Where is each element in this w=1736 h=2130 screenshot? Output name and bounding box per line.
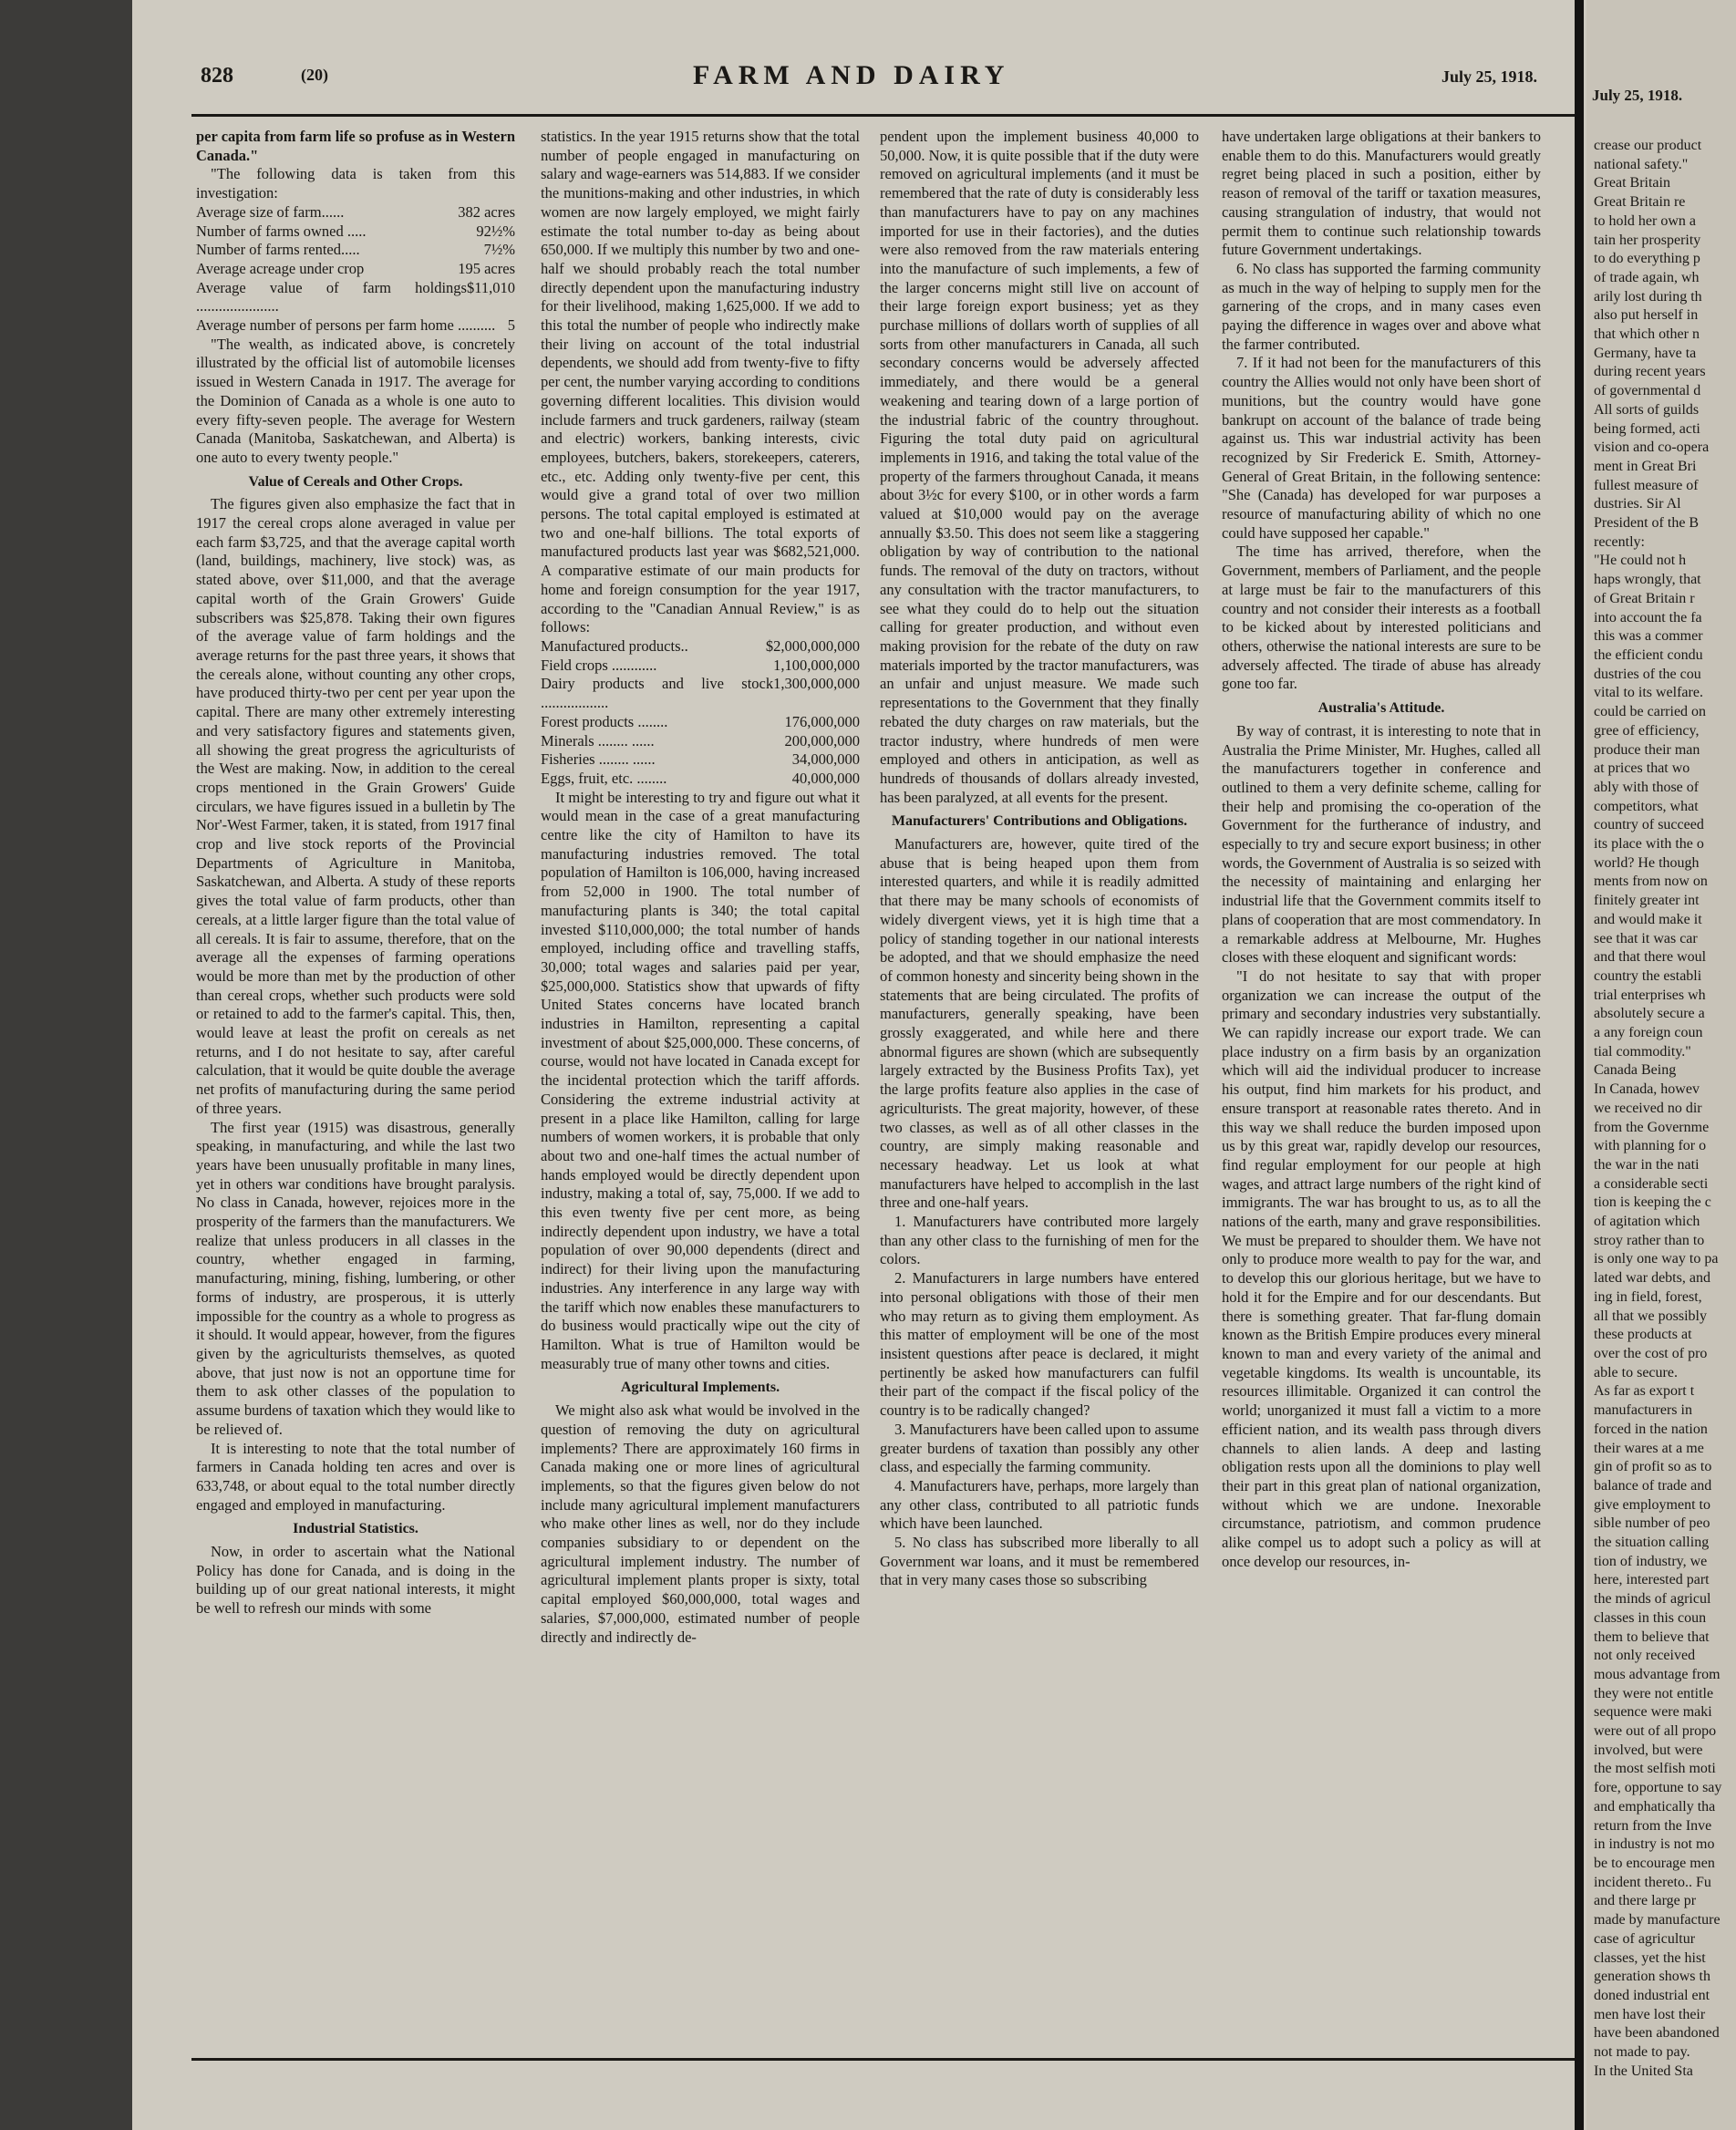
article-column-1 [196, 128, 515, 2052]
numbered-item: 3. Manufacturers have been called upon to assume greater burdens of taxation than possibly any other class, and especially the farming community. [880, 1420, 1199, 1476]
next-page-line: here, interested part [1594, 1572, 1710, 1588]
next-page-line: with planning for o [1594, 1138, 1707, 1154]
binding-gutter [1575, 0, 1584, 2130]
next-page-line: As far as export t [1594, 1383, 1695, 1400]
next-page-line: of trade again, wh [1594, 269, 1700, 285]
next-page-line: their wares at a me [1594, 1440, 1704, 1456]
next-page-text [1594, 137, 1736, 2081]
paragraph: The first year (1915) was disastrous, generally speaking, in manufacturing, and while the last two years have been unusually profitable in many lines, yet in others war conditions have brought paralysis. No class in Canada, however, rejoices more in the prosperity of the farmers than the manufacturers. We realize that unless producers in all classes in the country, whether engaged in farming, manufacturing, mining, fishing, lumbering, or other forms of industry, are prosperous, it is utterly impossible for the country as a whole to progress as it should. It would appear, however, from the figures given by the agriculturists themselves, as quoted above, that just now is not an opportune time for them to ask other classes of the population to assume burdens of taxation which they would like to be relieved of. [196, 1118, 515, 1438]
product-row [541, 657, 860, 676]
numbered-item: 5. No class has subscribed more liberally to all Government war loans, and it must be remembered that in very many cases those so subscribing [880, 1534, 1199, 1589]
paragraph: It is interesting to note that the total number of farmers in Canada holding ten acres and over is 633,748, or about equal to the total number directly engaged and employed in manufacturing. [196, 1439, 515, 1514]
paragraph: Now, in order to ascertain what the National Policy has done for Canada, and is doing in the building up of our great national interests, it might be well to refresh our minds with some [196, 1543, 515, 1618]
page-number: 828 [201, 64, 233, 88]
stat-value: $11,010 [466, 278, 515, 296]
next-page-line: fullest measure of [1594, 477, 1699, 493]
publication-title: FARM AND DAIRY [693, 60, 1010, 90]
next-page-line: trial enterprises wh [1594, 987, 1706, 1003]
paragraph: "I do not hesitate to say that with proper organization we can increase the output of the primary and secondary industries very substantially. We can rapidly increase our export trade. We can place industry on a firm basis by an organization which will aid the individual producer to increase his output, find him markets for his product, and ensure transport at reasonable rates thereto. And in this way we shall reduce the burden imposed upon us by this great war, rapidly develop our resources, find regular employment for our people at high wages, and attract large numbers of the right kind of immigrants. The war has brought to us, as to all the nations of the earth, many and grave responsibilities. We must be prepared to shoulder them. We have not only to produce more wealth to pay for the war, and to develop this our glorious heritage, but we have to hold it for the Empire and for our descendants. But there is something greater. That far-flung domain known as the British Empire produces every mineral known to man and every variety of the animal and vegetable kingdoms. Its wealth is uncountable, its resources illimitable. Organized it can control the world; unorganized it must fall a victim to a more efficient nation, and its wealth pass through divers channels to alien lands. A deep and lasting obligation rests upon all the dominions to play well their part in this great plan of national organization, without which we are undone. Inexorable circumstance, patriotism, and common prudence alike compel us to adopt such a policy as will at once develop our resources, in- [1222, 967, 1541, 1570]
newspaper-page [132, 0, 1586, 2130]
product-value: 200,000,000 [784, 731, 860, 750]
next-page-line: the minds of agricul [1594, 1591, 1711, 1608]
next-page-line: that which other n [1594, 326, 1700, 343]
stat-value: 92½% [476, 222, 515, 240]
article-column-3 [880, 128, 1199, 2052]
section-heading: Agricultural Implements. [620, 1380, 780, 1396]
stat-value: 382 acres [458, 202, 515, 221]
paragraph: "The following data is taken from this investigation: [196, 165, 515, 202]
paragraph: It might be interesting to try and figure out what it would mean in the case of a great manufacturing centre like the city of Hamilton to have its manufacturing industries removed. The total population of Hamilton is 106,000, having increased from 52,000 in 1900. The total number of manufacturing plants is 340; the total capital invested $110,000,000; the total number of hands employed, including office and travelling staffs, 30,000; total wages and salaries paid per year, $25,000,000. Statistics show that upwards of fifty United States concerns have located branch industries in Hamilton, representing a capital investment of about $25,000,000. These concerns, of course, would not have located in Canada except for the incidental protection which the tariff affords. Considering the extreme industrial activity at present in a place like Hamilton, calling for large numbers of women workers, it is probable that only about two and one-half times the actual number of hands employed would be directly dependent upon industry, making a total of, say, 75,000. If we add to this even twenty five per cent more, as being indirectly dependent upon industry, we have a total population of over 90,000 dependents (direct and indirect) for their living upon the manufacturing industries. Any interference in any large way with the tariff which now enables these manufacturers to do business would practically wipe out the city of Hamilton. What is true of Hamilton would be measurably true of many other towns and cities. [541, 788, 860, 1372]
paragraph: By way of contrast, it is interesting to note that in Australia the Prime Minister, Mr. Hughes, called all the manufacturers together in conference and outlined to them a very definite scheme, calling for their help and promising the co-operation of the Government for the furtherance of industry, and especially to try and secure export business; in other words, the Government of Australia is so seized with the necessity of maintaining and enlarging her industrial life that the Government commits itself to plans of cooperation that are most commendatory. In a remarkable address at Melbourne, Mr. Hughes closes with these eloquent and significant words: [1222, 721, 1541, 967]
product-label: Manufactured products.. [541, 636, 688, 655]
paragraph: per capita from farm life so profuse as in Western Canada." [196, 128, 515, 164]
product-row [541, 675, 860, 712]
next-page-line: haps wrongly, that [1594, 572, 1701, 588]
next-page-line: tion of industry, we [1594, 1553, 1708, 1569]
paragraph: We might also ask what would be involved in the question of removing the duty on agricultural implements? There are approximately 160 firms in Canada making one or more lines of agricultural implements, so that the figures given below do not include many agricultural implement manufacturers who make other lines as well, nor do they include companies subsidiary to or dependent on the agricultural implement industry. The number of agricultural implement plants proper is sixty, total capital employed $60,000,000, total wages and salaries, $7,000,000, estimated number of people directly and indirectly de- [541, 1401, 860, 1646]
next-page-line: Canada Being [1594, 1062, 1677, 1079]
next-page-line: of Great Britain r [1594, 590, 1695, 606]
next-page-line: give employment to [1594, 1496, 1710, 1513]
next-page-line: these products at [1594, 1327, 1692, 1343]
product-value: 1,300,000,000 [773, 675, 860, 693]
paragraph: statistics. In the year 1915 returns show that the total number of people engaged in manufacturing on salary and wage-earners was 514,883. If we consider the munitions-making and other industries, in which women are now largely employed, we might fairly estimate the total number to-day as being about 650,000. If we multiply this number by two and one-half we should probably reach the total number directly dependent upon the manufacturing industry for their livelihood, making 1,625,000. If we add to this total the number of people who indirectly make their living on account of the total industrial dependents, we should add from twenty-five to fifty per cent, the number varying according to conditions governing different localities. This division would include farmers and truck gardeners, railway (steam and electric) workers, banking interests, civic employees, butchers, bakers, storekeepers, caterers, etc., etc. Adding only twenty-five per cent, this would give a grand total of over two million persons. The total capital employed is estimated at two and one-half billions. The total exports of manufactured products last year was $682,521,000. A comparative estimate of our main products for home and foreign consumption for the year 1917, according to the "Canadian Annual Review," is as follows: [541, 128, 860, 636]
next-page-line: world? He though [1594, 854, 1700, 871]
article-column-4 [1222, 128, 1541, 2052]
stat-value: 7½% [483, 241, 515, 259]
stat-label: Average acreage under crop [196, 259, 365, 277]
next-page-line: being formed, acti [1594, 420, 1700, 437]
next-page-line: vision and co-opera [1594, 439, 1710, 456]
section-heading: Industrial Statistics. [293, 1521, 418, 1537]
next-page-line: a any foreign coun [1594, 1025, 1703, 1041]
next-page-line: into account the fa [1594, 609, 1702, 626]
next-page-line: Great Britain [1594, 175, 1670, 191]
stat-label: Average number of persons per farm home .......... [196, 316, 496, 335]
next-page-line: the most selfish moti [1594, 1761, 1716, 1777]
next-page-line: In Canada, howev [1594, 1081, 1700, 1098]
next-page-line: at prices that wo [1594, 760, 1690, 777]
paragraph: "The wealth, as indicated above, is concretely illustrated by the official list of automobile licenses issued in Western Canada in 1917. The average for the Dominion of Canada as a whole is one auto to every fifty-seven people. The average for Western Canada (Manitoba, Saskatchewan, and Alberta) is one auto to every twenty people." [196, 335, 515, 466]
next-page-line: the war in the nati [1594, 1156, 1700, 1173]
next-page-line: crease our product [1594, 138, 1702, 153]
next-page-line: and there large pr [1594, 1893, 1697, 1909]
product-value: 1,100,000,000 [773, 656, 860, 674]
next-page-line: Germany, have ta [1594, 345, 1697, 361]
next-page-line: be to encourage men [1594, 1855, 1715, 1871]
next-page-line: have been abandoned [1594, 2025, 1720, 2042]
next-page-line: not made to pay. [1594, 2044, 1690, 2061]
next-page-line: were out of all propo [1594, 1723, 1717, 1740]
next-page-line: a considerable secti [1594, 1175, 1709, 1192]
product-value: 176,000,000 [784, 712, 860, 730]
next-page-line: mous advantage from [1594, 1666, 1720, 1682]
stat-label: Average size of farm...... [196, 202, 345, 221]
stat-row [196, 241, 515, 260]
page-code: (20) [301, 66, 328, 84]
paragraph: Manufacturers are, however, quite tired of the abuse that is being heaped upon them from interested quarters, and while it is readily admitted that there may be many schools of economists of widely divergent views, yet it is high time that a policy of standing together in our national interests be adopted, and that we should emphasize the need of common honesty and sincerity being shown in the statements that are being circulated. The profits of manufacturers, generally speaking, have been grossly exaggerated, and while here and there abnormal figures are shown (which are subsequently largely extracted by the Business Profits Tax), yet the large profits feature also applies in the case of agriculturists. The great majority, however, of these two classes, as well as of all other classes in the country, are simply making reasonable and necessary headway. Let us look at what manufacturers have helped to accomplish in the last three and one-half years. [880, 835, 1199, 1212]
product-value: 40,000,000 [791, 769, 860, 787]
next-page-line: arily lost during th [1594, 288, 1702, 305]
product-row [541, 770, 860, 789]
product-row [541, 732, 860, 751]
next-page-line: we received no dir [1594, 1100, 1702, 1116]
section-heading: Manufacturers' Contributions and Obligations. [891, 813, 1188, 830]
next-page-line: All sorts of guilds [1594, 401, 1700, 418]
article-column-2 [541, 128, 860, 2052]
next-page-line: the efficient condu [1594, 646, 1703, 663]
next-page-line: ments from now on [1594, 874, 1708, 890]
next-page-line: recently: [1594, 533, 1645, 550]
next-page-line: men have lost their [1594, 2006, 1706, 2022]
numbered-item: 2. Manufacturers in large numbers have entered into personal obligations with those of their men who may return as to giving them employment. As this matter of employment will be one of the most insistent questions after peace is declared, it might pertinently be asked how manufacturers can fulfil their part of the compact if the fiscal policy of the country is to be radically changed? [880, 1269, 1199, 1420]
next-page-line: competitors, what [1594, 798, 1699, 814]
next-page-line: them to believe that [1594, 1629, 1710, 1645]
next-page-line: national safety." [1594, 156, 1689, 172]
next-page-line: not only received [1594, 1648, 1696, 1664]
paragraph: The figures given also emphasize the fact that in 1917 the cereal crops alone averaged in value per each farm $3,725, and that the average capital worth (land, buildings, machinery, live stock) was, as stated above, over $11,000, and that the average capital worth of the Grain Growers' Guide subscribers was $25,878. Taking their own figures of the average value of farm holdings and the average returns for the past three years, it shows that the cereals alone, without counting any other crops, have produced thirty-two per cent per year upon the capital. There are many other extremely interesting and very satisfactory figures and statements given, all showing the great progress the agriculturists of the West are making. Now, in addition to the cereal crops mentioned in the Grain Growers' Guide circulars, we have figures issued in a bulletin by The Nor'-West Farmer, taken, it is stated, from 1917 final crop and live stock reports of the Provincial Departments of Agriculture in Manitoba, Saskatchewan, and Alberta. A study of these reports gives the total value of farm products, other than cereals, at a little larger figure than the total value of all cereals. It is fair to assume, therefore, that on the average all the expenses of farming operations would be more than met by the production of other than cereal crops, whether such products were sold or retained to add to the farmer's capital. This, then, would leave at least the profit on cereals as net returns, and I do not hesitate to say, after careful calculation, that it would be quite double the average net profits of manufacturing during the same period of three years. [196, 495, 515, 1117]
numbered-item: 1. Manufacturers have contributed more largely than any other class to the furnishing of men for the colors. [880, 1213, 1199, 1268]
next-page-line: sible number of peo [1594, 1515, 1710, 1532]
product-value: 34,000,000 [791, 750, 860, 769]
next-page-line: tion is keeping the c [1594, 1194, 1711, 1211]
next-page-line: and emphatically tha [1594, 1798, 1716, 1815]
product-label: Eggs, fruit, etc. ........ [541, 769, 667, 787]
next-page-line: manufacturers in [1594, 1402, 1692, 1419]
next-page-line: and would make it [1594, 911, 1702, 927]
next-page-line: forced in the nation [1594, 1421, 1708, 1437]
issue-date: July 25, 1918. [1442, 67, 1538, 86]
header-rule [191, 114, 1582, 117]
stat-value: 195 acres [458, 259, 515, 277]
stat-row [196, 279, 515, 316]
section-heading: Value of Cereals and Other Crops. [248, 473, 463, 490]
next-page-line: return from the Inve [1594, 1817, 1712, 1834]
next-page-date: July 25, 1918. [1592, 87, 1683, 104]
product-row [541, 713, 860, 732]
next-page-line: over the cost of pro [1594, 1346, 1708, 1361]
next-page-line: tain her prosperity [1594, 232, 1701, 248]
next-page-line: ing in field, forest, [1594, 1288, 1702, 1305]
stat-label: Number of farms rented..... [196, 241, 360, 259]
next-page-line: fore, opportune to say [1594, 1780, 1722, 1796]
next-page-line: from the Governme [1594, 1119, 1710, 1135]
next-page-line: gin of profit so as to [1594, 1459, 1712, 1475]
next-page-line: its place with the o [1594, 836, 1704, 853]
footer-rule [191, 2058, 1582, 2061]
section-heading: Australia's Attitude. [1318, 700, 1445, 717]
product-label: Fisheries ........ ...... [541, 750, 656, 769]
paragraph: have undertaken large obligations at their bankers to enable them to do this. Manufacturers would greatly regret being placed in such a position, either by reason of removal of the tariff or taxation measures, causing strangulation of industry, that would not permit them to continue such relationship towards future Government undertakings. [1222, 128, 1541, 259]
product-label: Minerals ........ ...... [541, 731, 655, 750]
paragraph: 7. If it had not been for the manufacturers of this country the Allies would not only have been short of munitions, but the country would have gone bankrupt on account of the balance of trade being against us. This war industrial activity has been recognized by Sir Frederick E. Smith, Attorney-General of Great Britain, in the following sentence: "She (Canada) has developed for war purposes a resource of manufacturing ability of which no one could have supposed her capable." [1222, 354, 1541, 542]
product-row [541, 750, 860, 770]
next-page-line: of governmental d [1594, 383, 1701, 399]
next-page-line: produce their man [1594, 741, 1700, 758]
product-label: Field crops ............ [541, 656, 657, 674]
next-page-line: sequence were maki [1594, 1704, 1712, 1721]
next-page-line: and that there woul [1594, 949, 1707, 966]
product-label: Dairy products and live stock .................. [541, 675, 774, 712]
next-page-line: country the establi [1594, 967, 1702, 984]
next-page-line: stroy rather than to [1594, 1232, 1705, 1248]
next-page-line: ably with those of [1594, 779, 1700, 795]
next-page-line: they were not entitle [1594, 1685, 1714, 1701]
next-page-line: dustries of the cou [1594, 666, 1701, 682]
next-page-line: is only one way to pa [1594, 1251, 1719, 1267]
next-page-line: "He could not h [1594, 553, 1687, 569]
next-page-line: tial commodity." [1594, 1043, 1691, 1060]
paragraph: pendent upon the implement business 40,000 to 50,000. Now, it is quite possible that if the duty were removed on agricultural implements (and it must be remembered that the rate of duty is considerably less than manufacturers have to pay on any machines imported for use in their factories), and the duties were also removed from the raw materials entering into the manufacture of such implements, a few of the larger concerns might still live on account of their large foreign export business; yet as they purchase millions of dollars worth of supplies of all sorts from other manufacturers in Canada, all such secondary concerns would be adversely affected immediately, and there would be a general weakening and tearing down of a large portion of the industrial fabric of the country throughout. Figuring the total duty paid on agricultural implements in 1916, and taking the total value of the property of the farmers throughout Canada, it means about 3½c for every $100, or in other words a farm valued at $10,000 would pay on the average annually $3.50. This does not seem like a staggering obligation by way of contribution to the national funds. The removal of the duty on tractors, without any consultation with the tractor manufacturers, to see what they could do to help out the situation calling for greater production, and without even making provision for the rebate of the duty on raw materials imported by the tractor manufacturers, was an unfair and unjust measure. We made such representations to the Government that they finally rebated the duty charges on raw materials, but the tractor industry, where hundreds of men were employed and others in anticipation, as well as hundreds of thousands of dollars already invested, has been paralyzed, at all events for the present. [880, 128, 1199, 806]
next-page-line: the situation calling [1594, 1535, 1710, 1551]
next-page-line: generation shows th [1594, 1969, 1710, 1985]
next-page-line: to do everything p [1594, 251, 1700, 267]
next-page-line: ment in Great Bri [1594, 458, 1697, 474]
next-page-line: In the United Sta [1594, 2063, 1693, 2079]
next-page-line: also put herself in [1594, 307, 1699, 324]
next-page-line: during recent years [1594, 364, 1706, 380]
next-page-line: see that it was car [1594, 930, 1698, 946]
next-page-line: to hold her own a [1594, 212, 1696, 229]
paragraph: 6. No class has supported the farming community as much in the way of helping to supply men for the garnering of the crops, and in many cases even paying the difference in wages over and above what the farmer contributed. [1222, 259, 1541, 353]
next-page-line: could be carried on [1594, 704, 1707, 720]
next-page-line: Great Britain re [1594, 194, 1686, 211]
farm-statistics-list [196, 203, 515, 336]
next-page-line: classes in this coun [1594, 1609, 1707, 1626]
paragraph: The time has arrived, therefore, when the Government, members of Parliament, and the people at large must be fair to the manufacturers of this country and not consider their interests as a football to be kicked about by interested politicians and others, otherwise the national interests are sure to be adversely affected. The tirade of abuse has already gone too far. [1222, 543, 1541, 693]
next-page-line: gree of efficiency, [1594, 722, 1700, 739]
stat-value: 5 [507, 316, 515, 335]
numbered-item: 4. Manufacturers have, perhaps, more largely than any other class, contributed to all patriotic funds which have been launched. [880, 1476, 1199, 1533]
stat-label: Number of farms owned ..... [196, 222, 367, 240]
next-page-line: case of agricultur [1594, 1930, 1696, 1947]
next-page-line: able to secure. [1594, 1364, 1678, 1380]
next-page-line: classes, yet the hist [1594, 1949, 1706, 1966]
next-page-line: all that we possibly [1594, 1308, 1707, 1324]
product-row [541, 637, 860, 657]
next-page-line: made by manufacture [1594, 1912, 1720, 1928]
next-page-line: country of succeed [1594, 817, 1704, 833]
stat-label: Average value of farm holdings ...................... [196, 278, 467, 315]
next-page-line: dustries. Sir Al [1594, 496, 1681, 512]
next-page-line: finitely greater int [1594, 893, 1700, 909]
next-page-line: vital to its welfare. [1594, 685, 1703, 701]
next-page-strip [1586, 0, 1736, 2130]
next-page-line: in industry is not mo [1594, 1836, 1715, 1853]
next-page-line: incident thereto.. Fu [1594, 1874, 1711, 1890]
stat-row [196, 316, 515, 336]
stat-row [196, 203, 515, 222]
next-page-line: involved, but were [1594, 1742, 1703, 1758]
stat-row [196, 260, 515, 279]
product-label: Forest products ........ [541, 712, 668, 730]
next-page-line: balance of trade and [1594, 1477, 1712, 1494]
next-page-line: doned industrial ent [1594, 1987, 1710, 2003]
stat-row [196, 222, 515, 242]
next-page-line: lated war debts, and [1594, 1270, 1710, 1287]
next-page-line: absolutely secure a [1594, 1006, 1705, 1022]
products-list [541, 637, 860, 789]
next-page-line: this was a commer [1594, 628, 1703, 645]
product-value: $2,000,000,000 [765, 636, 860, 655]
next-page-line: of agitation which [1594, 1214, 1700, 1230]
next-page-line: President of the B [1594, 515, 1700, 532]
